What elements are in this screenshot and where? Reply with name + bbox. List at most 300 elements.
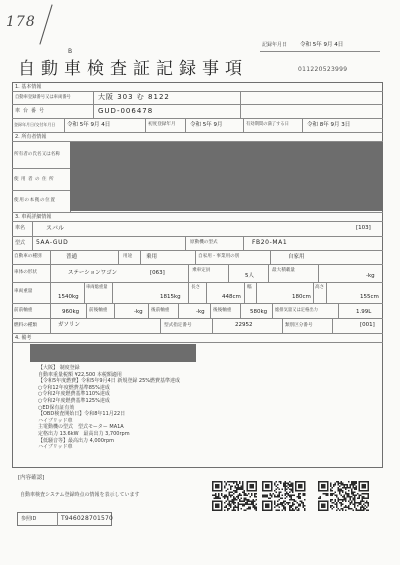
qr-module <box>365 490 367 492</box>
registration-date-label: 登録年月日/交付年月日 <box>14 122 56 127</box>
qr-module <box>327 481 329 483</box>
qr-module <box>330 501 332 503</box>
registration-date-value: 令和 5年 9月 4日 <box>67 121 111 128</box>
qr-module <box>212 495 214 497</box>
qr-module <box>286 483 288 485</box>
qr-module <box>245 504 247 506</box>
qr-module <box>350 499 352 501</box>
qr-module <box>218 495 220 497</box>
qr-module <box>320 501 322 503</box>
table-rule <box>12 104 383 105</box>
qr-module <box>242 492 244 494</box>
qr-module <box>323 493 325 495</box>
qr-module <box>238 504 240 506</box>
qr-module <box>264 496 266 498</box>
qr-module <box>289 495 291 497</box>
qr-module <box>298 498 300 500</box>
qr-module <box>215 505 217 507</box>
qr-module <box>368 495 370 497</box>
qr-module <box>327 505 329 507</box>
qr-module <box>270 495 272 497</box>
qr-module <box>345 487 347 489</box>
qr-module <box>253 487 255 489</box>
qr-module <box>323 501 325 503</box>
qr-module <box>300 493 302 495</box>
qr-module <box>233 499 235 501</box>
qr-module <box>251 493 253 495</box>
qr-module <box>368 496 370 498</box>
qr-module <box>304 484 306 486</box>
qr-module <box>291 490 293 492</box>
qr-module <box>350 498 352 500</box>
qr-module <box>366 493 368 495</box>
qr-module <box>321 505 323 507</box>
qr-module <box>227 508 229 510</box>
qr-module <box>244 498 246 500</box>
qr-module <box>286 489 288 491</box>
qr-module <box>368 484 370 486</box>
qr-module <box>351 481 353 483</box>
qr-module <box>244 490 246 492</box>
qr-module <box>221 486 223 488</box>
qr-module <box>262 495 264 497</box>
qr-module <box>215 504 217 506</box>
qr-module <box>236 499 238 501</box>
qr-module <box>256 496 258 498</box>
qr-module <box>264 495 266 497</box>
qr-module <box>350 487 352 489</box>
qr-module <box>215 490 217 492</box>
qr-module <box>292 486 294 488</box>
qr-module <box>265 510 267 512</box>
table-rule <box>64 118 65 132</box>
qr-module <box>339 490 341 492</box>
qr-module <box>339 510 341 512</box>
qr-module <box>342 499 344 501</box>
qr-module <box>295 484 297 486</box>
qr-module <box>323 507 325 509</box>
table-rule <box>84 282 85 303</box>
qr-module <box>294 504 296 506</box>
qr-module <box>288 495 290 497</box>
qr-module <box>292 505 294 507</box>
qr-module <box>245 498 247 500</box>
qr-module <box>230 486 232 488</box>
qr-module <box>363 486 365 488</box>
qr-module <box>265 496 267 498</box>
qr-module <box>351 483 353 485</box>
qr-module <box>230 489 232 491</box>
qr-module <box>288 504 290 506</box>
maker-label: 車名 <box>15 225 26 231</box>
qr-module <box>277 510 279 512</box>
table-rule <box>114 303 115 318</box>
qr-module <box>357 510 359 512</box>
qr-module <box>215 493 217 495</box>
qr-module <box>277 496 279 498</box>
qr-module <box>226 501 228 503</box>
expiry-date-value: 令和 8年 9月 3日 <box>307 121 351 128</box>
front-front-axle-label: 前前軸重 <box>14 307 33 313</box>
qr-module <box>335 495 337 497</box>
qr-module <box>344 484 346 486</box>
qr-module <box>271 496 273 498</box>
qr-module <box>242 483 244 485</box>
qr-module <box>230 492 232 494</box>
table-rule <box>244 282 245 303</box>
qr-module <box>368 505 370 507</box>
qr-module <box>267 496 269 498</box>
qr-module <box>224 496 226 498</box>
qr-module <box>250 490 252 492</box>
qr-module <box>353 486 355 488</box>
qr-module <box>215 498 217 500</box>
qr-module <box>267 495 269 497</box>
qr-module <box>285 483 287 485</box>
qr-module <box>268 486 270 488</box>
qr-module <box>291 489 293 491</box>
qr-module <box>292 492 294 494</box>
table-rule <box>243 118 244 132</box>
qr-module <box>288 487 290 489</box>
qr-module <box>235 486 237 488</box>
qr-module <box>323 504 325 506</box>
table-rule <box>145 118 146 132</box>
qr-module <box>353 493 355 495</box>
qr-module <box>214 481 216 483</box>
table-rule <box>195 250 196 264</box>
front-rear-axle-label: 前後軸重 <box>89 307 108 313</box>
table-rule <box>228 264 229 282</box>
qr-module <box>277 484 279 486</box>
section-heading-owner: 2. 所有者情報 <box>15 134 47 140</box>
qr-module <box>350 486 352 488</box>
table-rule <box>12 303 383 304</box>
qr-module <box>280 504 282 506</box>
qr-module <box>233 493 235 495</box>
qr-module <box>353 483 355 485</box>
qr-module <box>345 507 347 509</box>
table-rule <box>188 282 189 303</box>
qr-module <box>221 501 223 503</box>
qr-module <box>318 487 320 489</box>
qr-module <box>318 502 320 504</box>
qr-module <box>271 501 273 503</box>
qr-module <box>365 484 367 486</box>
qr-module <box>224 486 226 488</box>
qr-module <box>238 508 240 510</box>
qr-module <box>226 483 228 485</box>
qr-module <box>295 489 297 491</box>
qr-module <box>285 489 287 491</box>
qr-module <box>217 510 219 512</box>
qr-module <box>218 490 220 492</box>
qr-module <box>221 490 223 492</box>
qr-module <box>235 487 237 489</box>
engine-model-label: 原動機の型式 <box>190 240 218 245</box>
qr-module <box>301 484 303 486</box>
table-rule <box>12 190 70 191</box>
qr-module <box>297 496 299 498</box>
qr-module <box>336 504 338 506</box>
qr-module <box>292 508 294 510</box>
qr-module <box>304 493 306 495</box>
qr-module <box>236 483 238 485</box>
qr-module <box>233 483 235 485</box>
qr-module <box>342 504 344 506</box>
qr-module <box>324 507 326 509</box>
qr-module <box>227 489 229 491</box>
qr-module <box>348 481 350 483</box>
qr-module <box>230 496 232 498</box>
qr-module <box>218 510 220 512</box>
qr-module <box>354 496 356 498</box>
qr-module <box>280 498 282 500</box>
qr-module <box>366 507 368 509</box>
qr-module <box>298 504 300 506</box>
qr-module <box>212 502 214 504</box>
qr-module <box>291 484 293 486</box>
qr-module <box>212 508 214 510</box>
qr-module <box>215 496 217 498</box>
qr-module <box>215 510 217 512</box>
qr-module <box>247 499 249 501</box>
table-rule <box>268 264 269 282</box>
qr-module <box>324 487 326 489</box>
qr-module <box>295 481 297 483</box>
qr-module <box>250 507 252 509</box>
qr-module <box>304 489 306 491</box>
qr-module <box>353 484 355 486</box>
qr-module <box>353 498 355 500</box>
qr-module <box>239 504 241 506</box>
qr-module <box>318 505 320 507</box>
qr-module <box>229 481 231 483</box>
qr-module <box>241 501 243 503</box>
qr-module <box>212 504 214 506</box>
qr-module <box>247 495 249 497</box>
qr-module <box>262 501 264 503</box>
qr-module <box>353 499 355 501</box>
body-shape-label: 車体の形状 <box>14 270 37 275</box>
qr-module <box>270 481 272 483</box>
qr-module <box>303 493 305 495</box>
private-business-value: 自家用 <box>288 253 305 260</box>
qr-module <box>298 486 300 488</box>
qr-module <box>238 502 240 504</box>
qr-module <box>292 490 294 492</box>
qr-module <box>356 502 358 504</box>
qr-code <box>262 481 306 511</box>
qr-module <box>251 487 253 489</box>
qr-module <box>347 493 349 495</box>
qr-module <box>300 487 302 489</box>
qr-module <box>242 484 244 486</box>
qr-module <box>368 486 370 488</box>
qr-module <box>303 495 305 497</box>
user-address-label: 使用者の住所 <box>14 176 56 182</box>
qr-module <box>360 508 362 510</box>
qr-module <box>338 487 340 489</box>
remark-line: ○令和2年度燃費基準125%達成 <box>38 398 110 404</box>
qr-module <box>218 501 220 503</box>
qr-module <box>338 484 340 486</box>
qr-module <box>323 505 325 507</box>
qr-module <box>362 505 364 507</box>
qr-module <box>276 489 278 491</box>
remark-line: 主電動機の型式 型式モーター MA1A <box>38 424 124 431</box>
qr-module <box>289 484 291 486</box>
qr-module <box>279 510 281 512</box>
qr-module <box>341 495 343 497</box>
redacted-owner-info <box>70 142 383 211</box>
qr-module <box>271 495 273 497</box>
content-confirmation-label: [内容確認] <box>18 475 45 481</box>
qr-module <box>365 487 367 489</box>
qr-module <box>241 498 243 500</box>
qr-module <box>333 493 335 495</box>
qr-module <box>303 505 305 507</box>
qr-module <box>301 481 303 483</box>
qr-module <box>253 486 255 488</box>
qr-module <box>354 505 356 507</box>
qr-module <box>363 490 365 492</box>
qr-module <box>330 486 332 488</box>
table-rule <box>12 250 383 251</box>
table-rule <box>12 91 383 92</box>
qr-module <box>265 504 267 506</box>
qr-module <box>356 487 358 489</box>
table-rule <box>185 118 186 132</box>
qr-module <box>247 504 249 506</box>
qr-module <box>215 507 217 509</box>
qr-module <box>330 483 332 485</box>
qr-module <box>264 481 266 483</box>
qr-module <box>359 490 361 492</box>
qr-module <box>250 487 252 489</box>
qr-module <box>294 501 296 503</box>
qr-module <box>303 502 305 504</box>
qr-module <box>356 510 358 512</box>
qr-module <box>232 492 234 494</box>
qr-module <box>323 490 325 492</box>
front-front-axle-value: 960kg <box>62 308 80 315</box>
qr-module <box>282 510 284 512</box>
qr-module <box>353 510 355 512</box>
qr-module <box>270 510 272 512</box>
qr-module <box>332 499 334 501</box>
qr-module <box>326 490 328 492</box>
qr-module <box>226 484 228 486</box>
qr-module <box>220 498 222 500</box>
qr-module <box>212 483 214 485</box>
qr-module <box>262 496 264 498</box>
qr-module <box>271 489 273 491</box>
qr-module <box>365 486 367 488</box>
qr-module <box>262 507 264 509</box>
qr-module <box>235 507 237 509</box>
qr-module <box>218 504 220 506</box>
qr-module <box>285 484 287 486</box>
table-rule <box>212 318 213 333</box>
qr-module <box>357 493 359 495</box>
qr-module <box>274 504 276 506</box>
qr-module <box>215 487 217 489</box>
qr-module <box>262 483 264 485</box>
qr-module <box>238 507 240 509</box>
qr-module <box>217 487 219 489</box>
table-rule <box>185 236 186 250</box>
height-label: 高さ <box>315 285 325 290</box>
qr-module <box>354 502 356 504</box>
qr-module <box>360 510 362 512</box>
qr-module <box>268 498 270 500</box>
qr-module <box>271 481 273 483</box>
qr-module <box>212 507 214 509</box>
qr-module <box>363 481 365 483</box>
qr-module <box>214 490 216 492</box>
qr-module <box>320 510 322 512</box>
qr-code <box>318 481 370 511</box>
qr-module <box>359 510 361 512</box>
qr-module <box>360 490 362 492</box>
qr-module <box>248 501 250 503</box>
qr-module <box>341 481 343 483</box>
table-rule <box>50 250 51 333</box>
qr-module <box>330 493 332 495</box>
qr-module <box>285 486 287 488</box>
qr-module <box>253 484 255 486</box>
qr-module <box>221 495 223 497</box>
qr-module <box>298 505 300 507</box>
qr-module <box>224 498 226 500</box>
qr-module <box>235 499 237 501</box>
table-rule <box>243 236 244 250</box>
qr-module <box>354 501 356 503</box>
qr-module <box>345 501 347 503</box>
qr-module <box>218 505 220 507</box>
qr-module <box>224 481 226 483</box>
qr-module <box>235 498 237 500</box>
handwritten-slash-mark <box>28 2 58 48</box>
qr-module <box>324 481 326 483</box>
qr-module <box>291 495 293 497</box>
qr-module <box>341 499 343 501</box>
qr-module <box>239 499 241 501</box>
qr-module <box>271 507 273 509</box>
qr-module <box>285 498 287 500</box>
body-shape-code: [063] <box>150 269 165 276</box>
qr-module <box>268 507 270 509</box>
qr-module <box>265 490 267 492</box>
qr-module <box>335 504 337 506</box>
qr-module <box>250 504 252 506</box>
record-date-value: 令和 5年 9月 4日 <box>300 41 344 48</box>
gross-weight-value: 1815kg <box>160 294 181 300</box>
qr-module <box>251 504 253 506</box>
table-rule <box>240 303 241 318</box>
qr-module <box>362 510 364 512</box>
qr-module <box>251 502 253 504</box>
qr-module <box>236 490 238 492</box>
qr-module <box>230 504 232 506</box>
qr-module <box>215 501 217 503</box>
qr-module <box>217 486 219 488</box>
qr-module <box>298 496 300 498</box>
qr-module <box>345 484 347 486</box>
qr-module <box>285 501 287 503</box>
qr-module <box>360 495 362 497</box>
